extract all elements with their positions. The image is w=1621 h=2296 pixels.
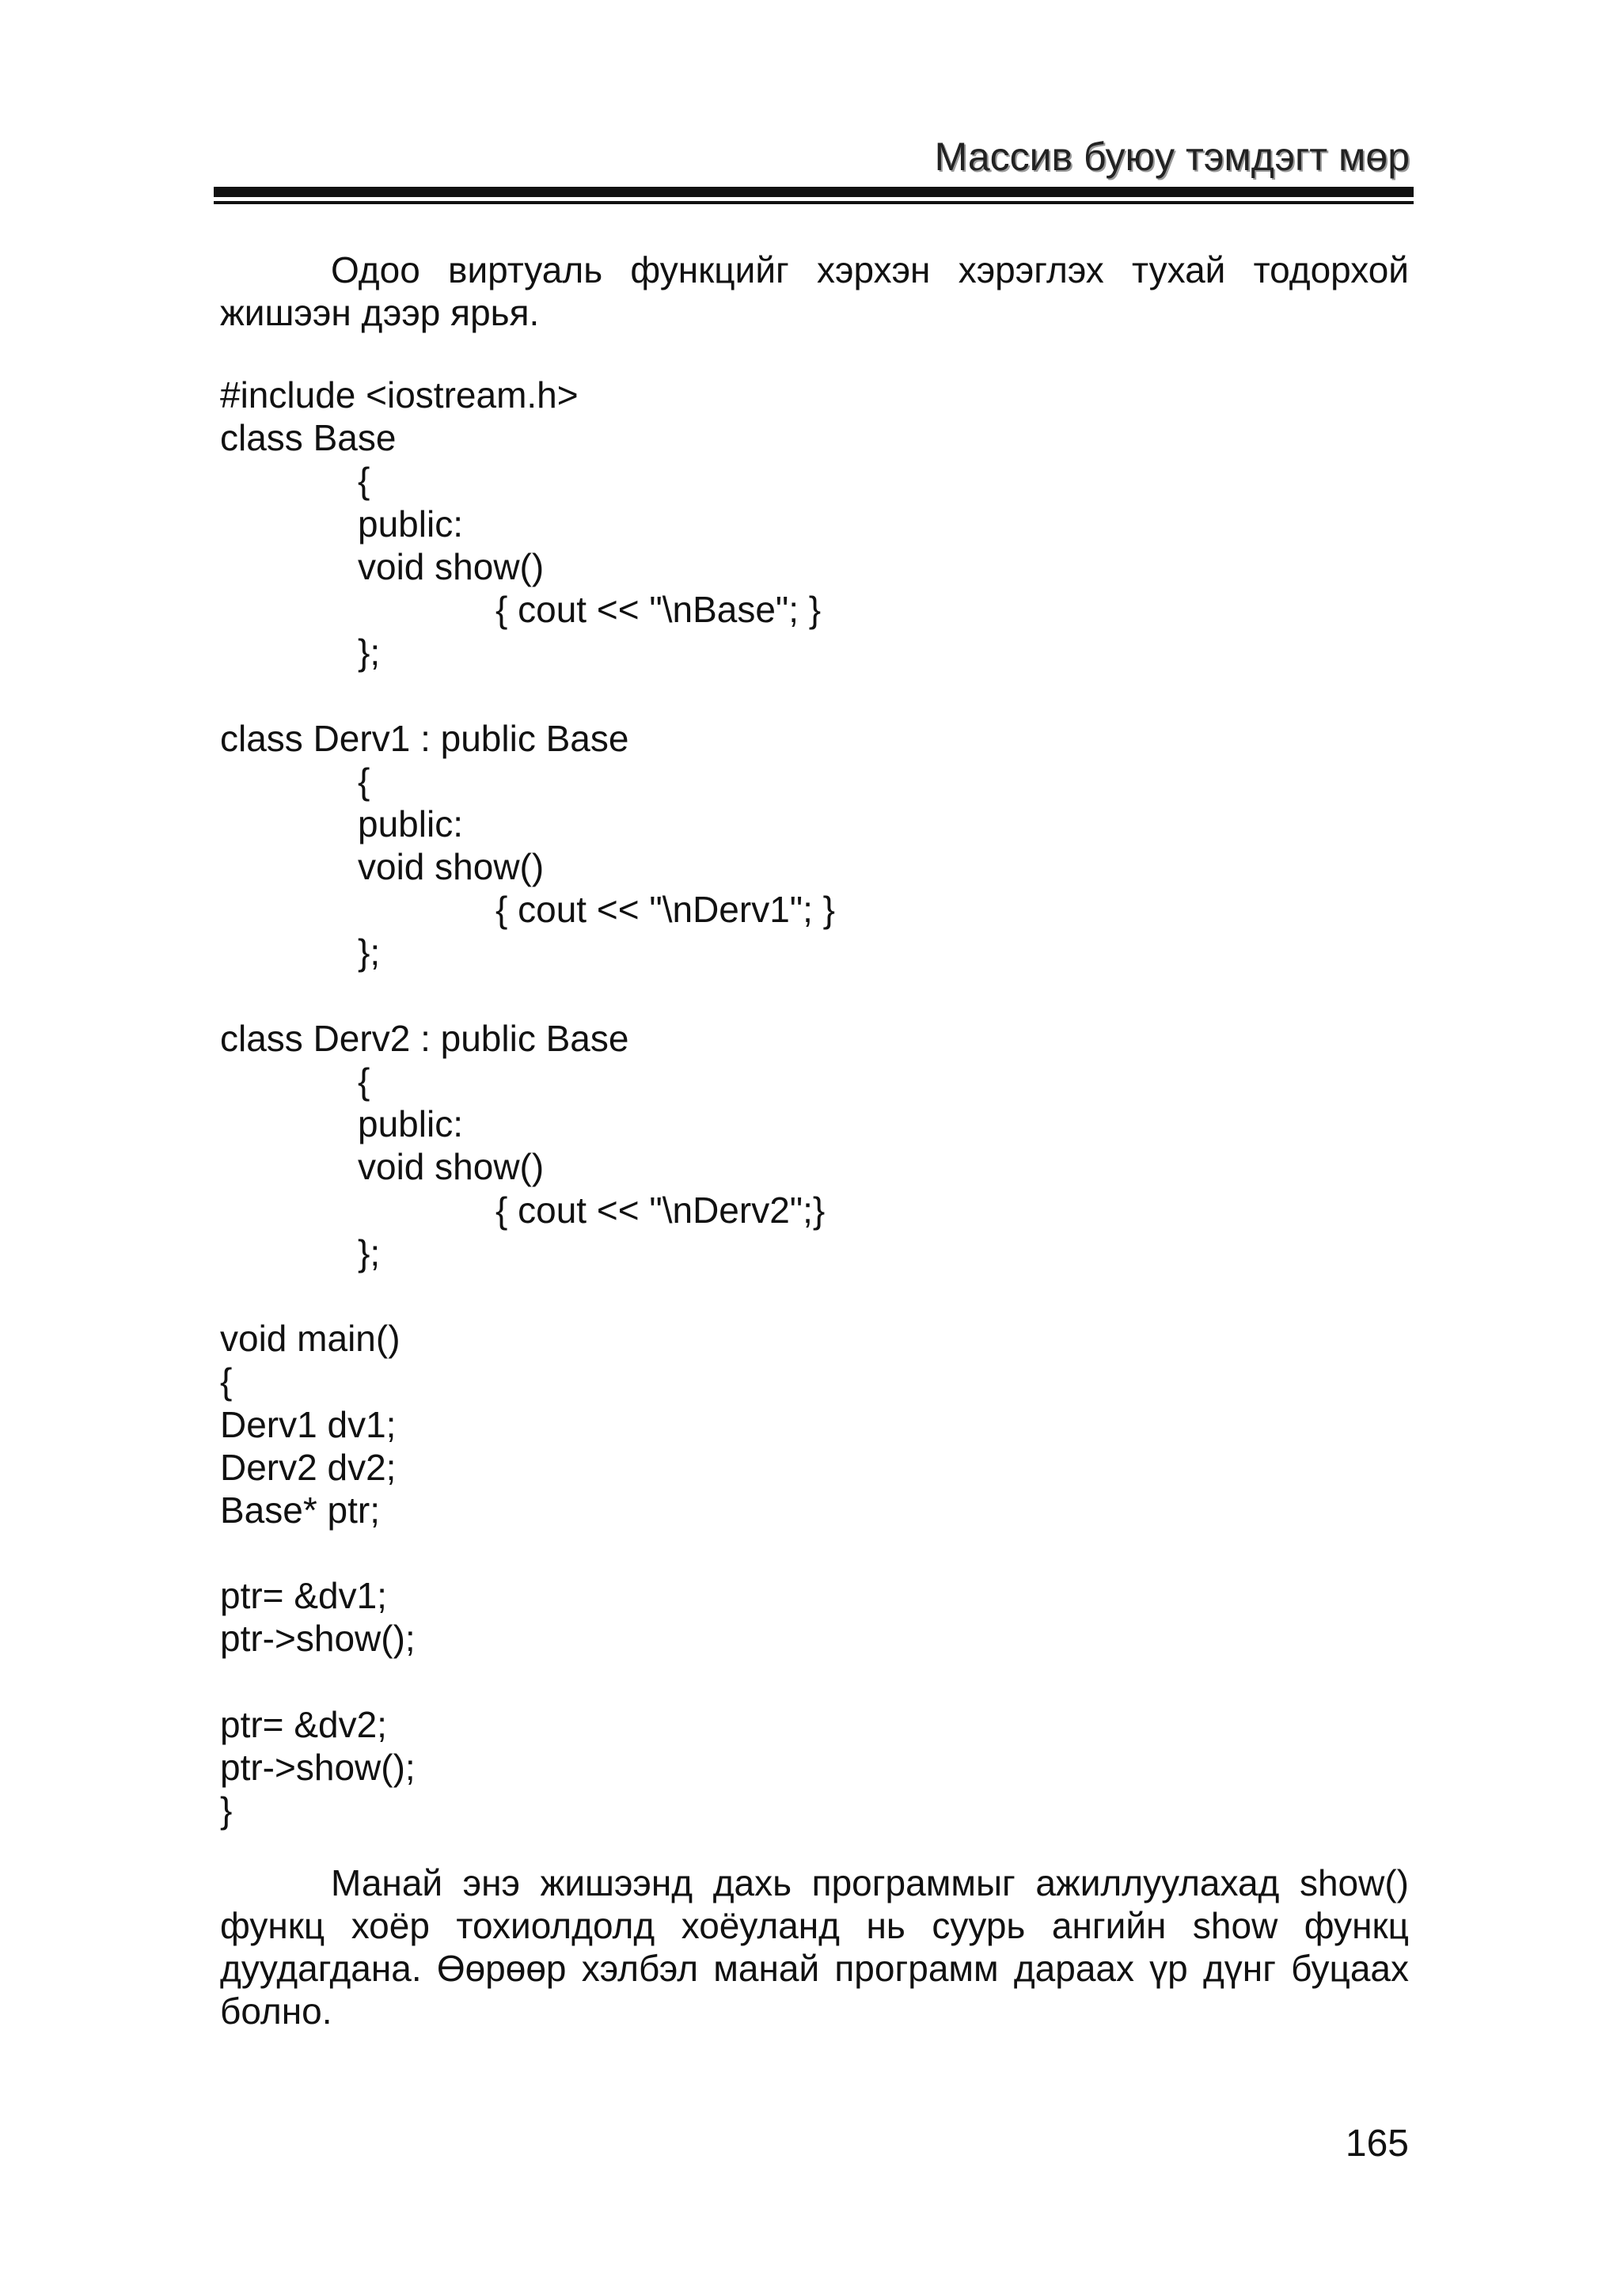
running-header: Массив буюу тэмдэгт мөр xyxy=(934,135,1410,179)
code-line xyxy=(220,1274,835,1317)
code-line: void show() xyxy=(358,846,545,888)
code-line: ptr->show(); xyxy=(220,1747,416,1788)
code-line: { cout << "\nDerv2";} xyxy=(495,1189,826,1231)
code-line: ptr= &dv1; xyxy=(220,1575,387,1617)
code-line: void show() xyxy=(358,1146,545,1188)
outro-paragraph xyxy=(220,1861,1409,2032)
code-line: void show() xyxy=(358,545,545,587)
outro-paragraph-text: Манай энэ жишээнд дахь программыг ажиллуулахад show() функц хоёр тохиолдолд хоёуланд нь суурь ангийн show функц дуудагдана. Өөрөөр хэлбэл манай программ дараах үр дүнг буцаах болно. xyxy=(220,1862,1409,2032)
code-line: class Base xyxy=(220,417,397,459)
code-line: { xyxy=(358,760,370,802)
code-line: { cout << "\nBase"; } xyxy=(495,588,822,630)
code-line: ptr->show(); xyxy=(220,1618,416,1660)
code-line: }; xyxy=(358,1231,381,1273)
header-rule-thick xyxy=(214,187,1414,197)
code-line: class Derv2 : public Base xyxy=(220,1017,629,1059)
code-line: } xyxy=(220,1789,233,1831)
code-line: public: xyxy=(358,803,463,844)
header-rule-thin xyxy=(214,201,1414,204)
code-line xyxy=(220,674,835,716)
intro-paragraph xyxy=(220,249,1409,334)
code-line: void main() xyxy=(220,1318,401,1360)
code-line: ptr= &dv2; xyxy=(220,1703,387,1745)
code-line xyxy=(220,1660,835,1703)
code-line: }; xyxy=(358,632,381,674)
code-line: Derv2 dv2; xyxy=(220,1446,397,1488)
code-line xyxy=(220,974,835,1017)
page-number: 165 xyxy=(1345,2123,1409,2165)
code-line xyxy=(220,1531,835,1574)
code-line: public: xyxy=(358,1103,463,1145)
code-line: Base* ptr; xyxy=(220,1489,380,1531)
code-line: }; xyxy=(358,932,381,973)
code-listing xyxy=(220,374,835,1831)
intro-paragraph-text: Одоо виртуаль функцийг хэрхэн хэрэглэх тухай тодорхой жишээн дээр ярья. xyxy=(220,249,1409,333)
code-line: { xyxy=(358,1061,370,1102)
code-line: class Derv1 : public Base xyxy=(220,717,629,759)
code-line: { cout << "\nDerv1"; } xyxy=(495,889,836,931)
code-line: public: xyxy=(358,503,463,545)
code-line: { xyxy=(358,460,370,502)
code-line: #include <iostream.h> xyxy=(220,374,579,416)
code-line: Derv1 dv1; xyxy=(220,1403,397,1445)
code-line: { xyxy=(220,1361,233,1402)
